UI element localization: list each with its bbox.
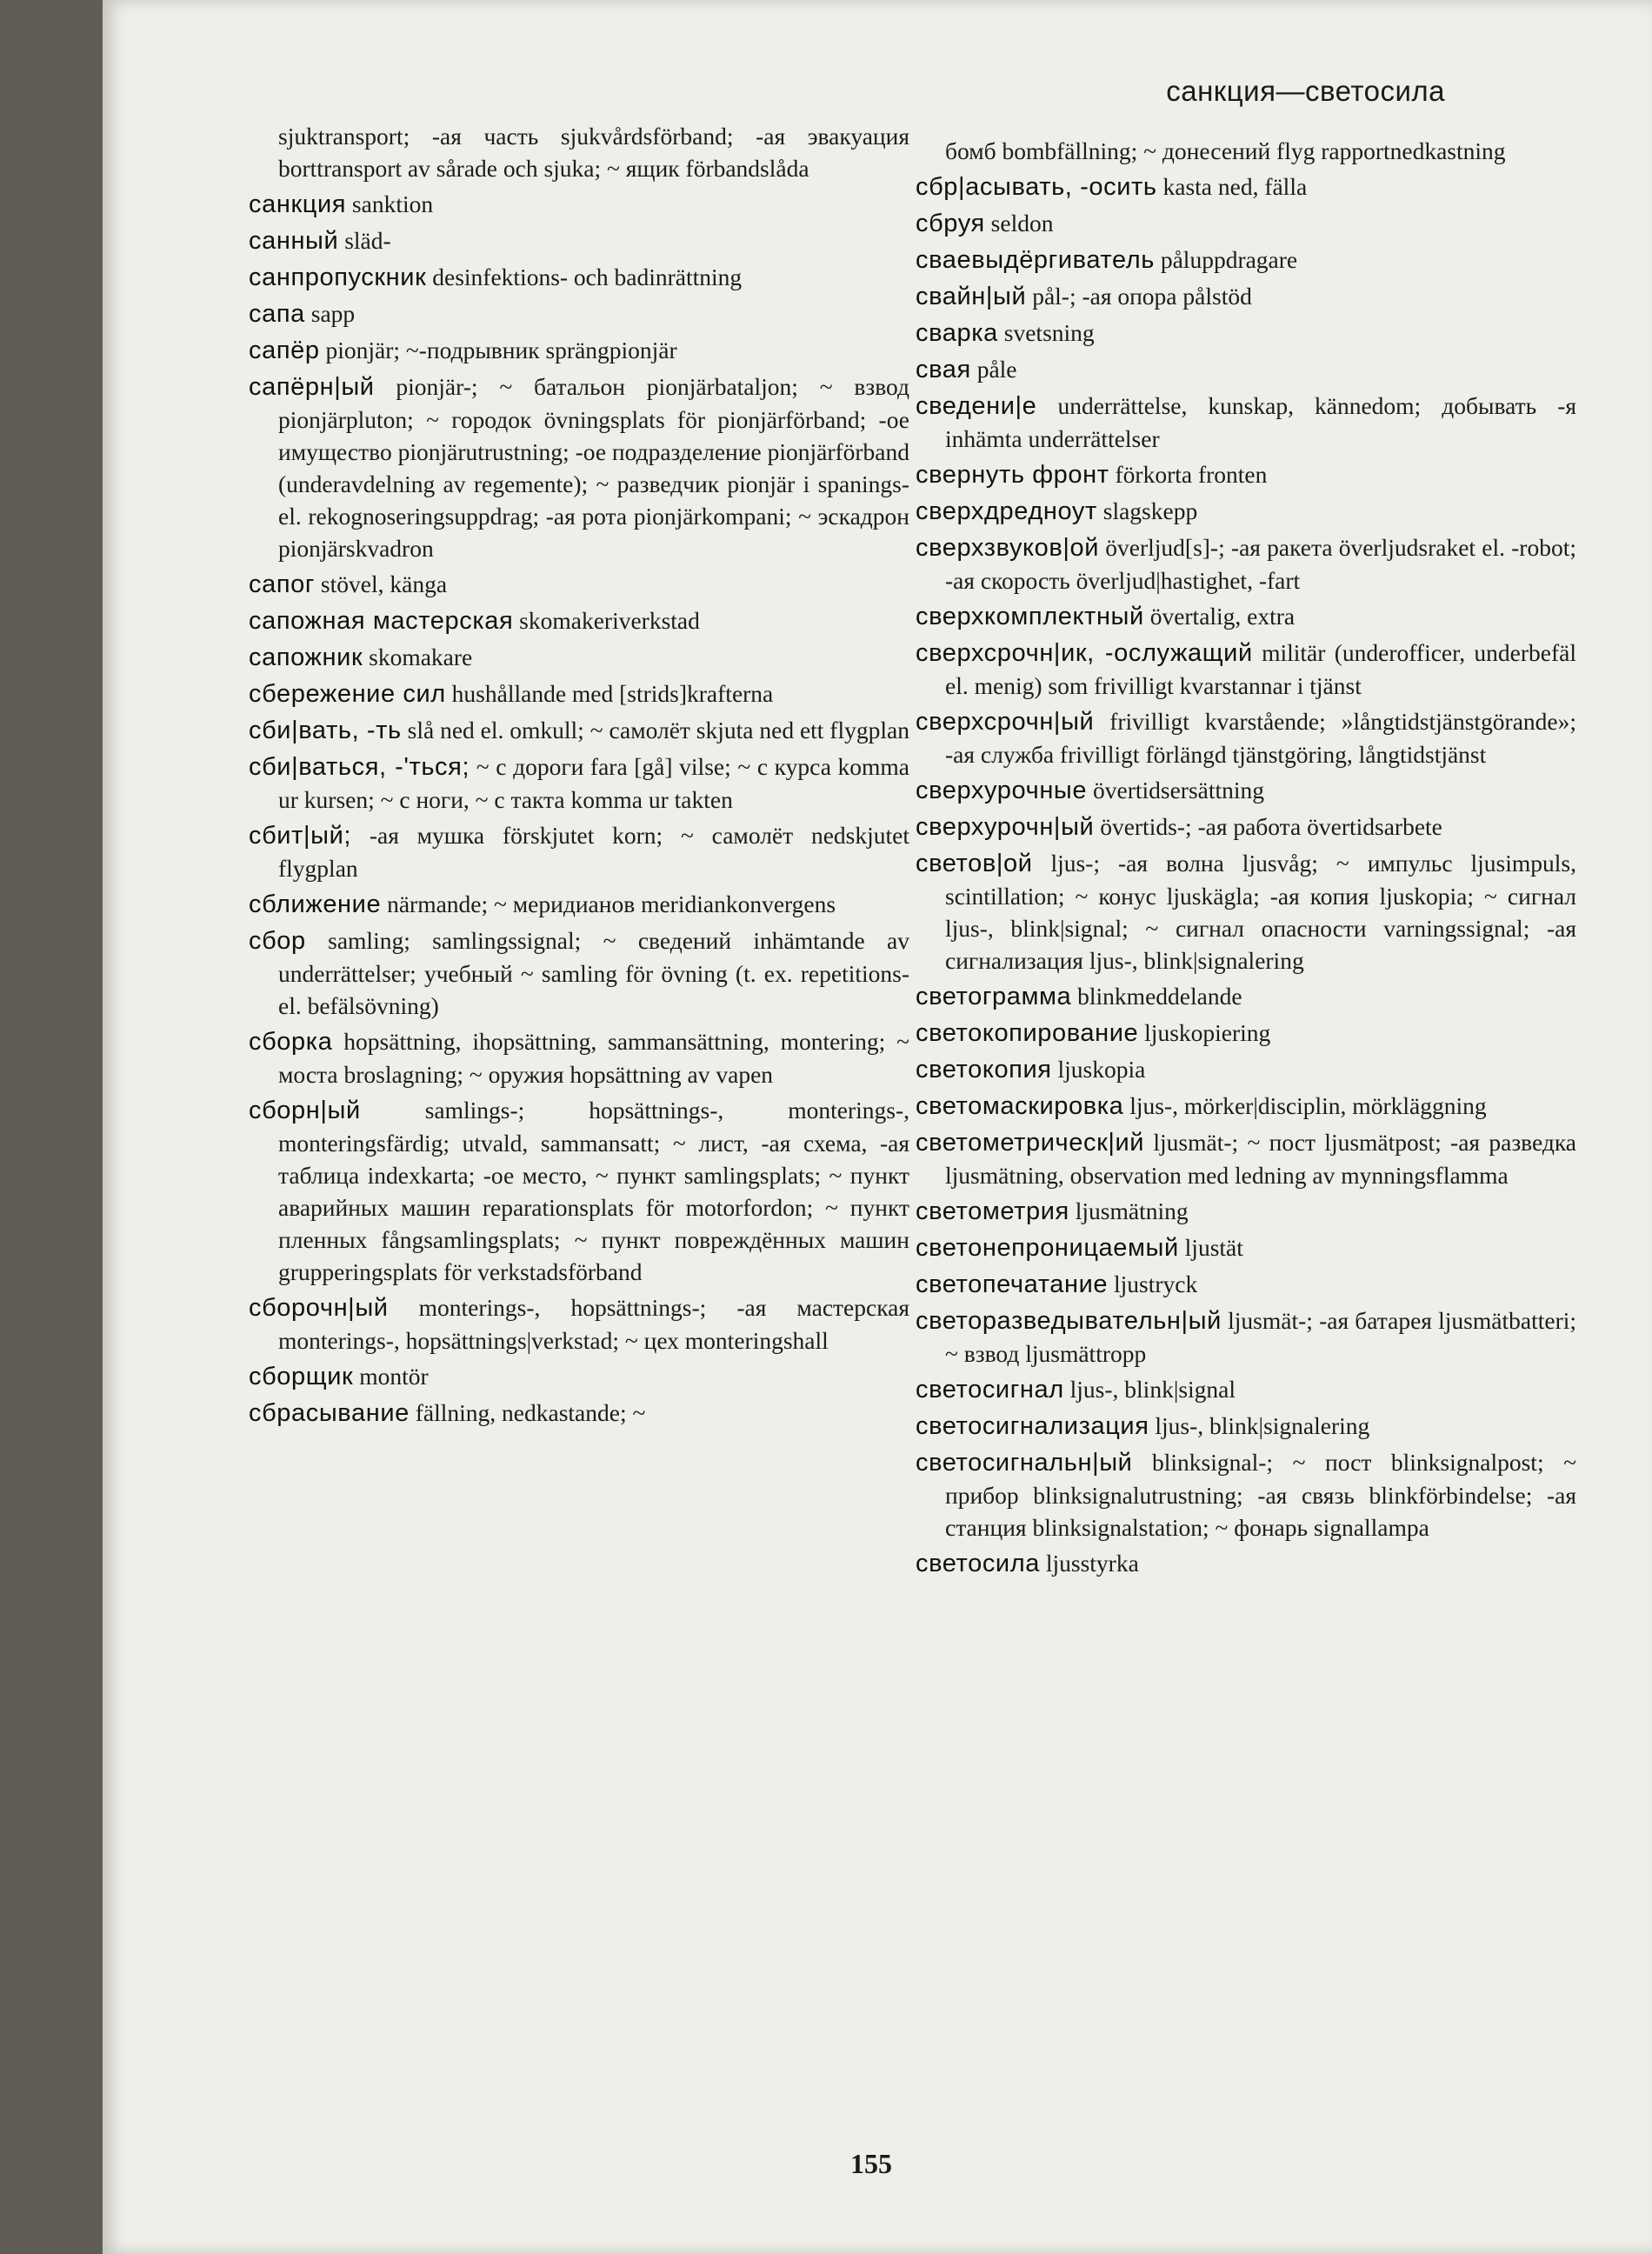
entry-headword: свернуть фронт [916,461,1109,489]
dictionary-entry [916,531,1576,597]
dictionary-entry [916,170,1576,203]
dictionary-entry [916,810,1576,844]
entry-definition: stövel, känga [320,570,448,597]
dictionary-entry [916,847,1576,977]
entry-definition: ljustryck [1114,1270,1198,1297]
entry-headword: светоразведывательн|ый [916,1307,1222,1335]
dictionary-entry [249,888,909,921]
entry-definition: hushållande med [strids]krafterna [451,680,774,707]
entry-headword: сапёрн|ый [249,373,375,401]
entry-definition: ljustät [1184,1234,1243,1261]
entry-definition: sanktion [351,190,434,217]
entry-definition: släd- [344,227,391,254]
entry-headword: сбр|асывать, -осить [916,173,1157,201]
entry-headword: сапог [249,570,316,598]
entry-headword: сверхдредноут [916,497,1097,525]
entry-definition: sjuktransport; -ая часть sjukvårdsförband; -ая эвакуация borttransport av sårade och sjuka; ~ ящик förbandslåda [278,123,909,182]
dictionary-entry [249,370,909,564]
dictionary-entry [916,980,1576,1013]
entry-headword: светограмма [916,983,1072,1010]
entry-headword: светов|ой [916,850,1033,877]
entry-headword: свая [916,356,971,383]
entry-headword: сверхурочные [916,777,1088,804]
dictionary-entry [249,1025,909,1090]
entry-definition: underrättelse, kunskap, kännedom; добывать -я inhämta underrättelser [945,392,1576,452]
entry-definition: pål-; -ая опора pålstöd [1032,283,1252,310]
entry-definition: ljus-, mörker|disciplin, mörkläggning [1129,1092,1487,1119]
dictionary-entry [916,1304,1576,1370]
entry-definition: blinksignal-; ~ пост blinksignalpost; ~ прибор blinksignalutrustning; -ая связь blinkförbindelse; -ая станция blinksignalstation; ~ фонарь signallampa [945,1449,1576,1541]
entry-headword: сверхсрочн|ый [916,708,1095,736]
dictionary-entry [916,1126,1576,1191]
entry-headword: сборн|ый [249,1097,361,1124]
dictionary-entry [916,317,1576,350]
entry-headword: сближение [249,890,382,918]
entry-headword: сверхзвуков|ой [916,534,1100,562]
entry-headword: сборка [249,1028,333,1056]
left-column [249,120,909,1433]
entry-definition: närmande; ~ меридианов meridiankonvergens [387,890,836,917]
entry-definition: samlings-; hopsättnings-, monterings-, monteringsfärdig; utvald, sammansatt; ~ лист, -ая схема, -ая таблица indexkarta; -ое место, ~ пункт samlingsplats; ~ пункт аварийных машин reparationsplats för motorfordon; ~ пункт пленных fångsamlingsplats; ~ пункт повреждённых машин grupperingsplats för verkstadsförband [278,1097,909,1285]
dictionary-entry [249,750,909,816]
entry-definition: ljus-, blink|signal [1069,1376,1236,1403]
entry-headword: сбрасывание [249,1399,410,1427]
dictionary-entry [249,1360,909,1393]
entry-definition: förkorta fronten [1115,461,1268,488]
dictionary-entry [249,1397,909,1430]
dictionary-entry [249,677,909,710]
dictionary-entry [916,1195,1576,1228]
dictionary-entry [916,135,1576,167]
entry-definition: ljus-; -ая волна ljusvåg; ~ импульс ljusimpuls, scintillation; ~ конус ljuskägla; -ая копия ljuskopia; ~ сигнал ljus-, blink|signal; ~ сигнал опасности varningssignal; -ая сигнализация ljus-, blink|signalering [945,850,1576,974]
entry-definition: fällning, nedkastande; ~ [415,1399,646,1426]
dictionary-entry [249,334,909,367]
dictionary-entry [249,224,909,257]
entry-definition: slagskepp [1102,497,1198,524]
entry-headword: светосигнальн|ый [916,1449,1133,1477]
entry-headword: сверхсрочн|ик, -ослужащий [916,639,1253,667]
entry-definition: sapp [310,300,356,327]
entry-headword: сбор [249,927,306,955]
dictionary-entry [916,207,1576,240]
entry-definition: övertidsersättning [1092,777,1265,804]
dictionary-entry [916,243,1576,277]
dictionary-page [103,0,1652,2254]
dictionary-entry [916,600,1576,633]
entry-definition: övertalig, extra [1149,603,1296,630]
dictionary-entry [916,1410,1576,1443]
entry-definition: pionjär; ~-подрывник sprängpionjär [325,337,677,363]
dictionary-entry [249,297,909,330]
running-header: санкция—светосила [1166,75,1445,107]
dictionary-entry [249,261,909,294]
dictionary-entry [249,120,909,184]
entry-headword: санпропускник [249,263,427,291]
dictionary-entry [249,714,909,747]
entry-headword: светометрия [916,1197,1069,1225]
entry-definition: ljusstyrka [1045,1550,1139,1577]
entry-headword: сбит|ый; [249,822,352,850]
dictionary-entry [916,280,1576,313]
entry-definition: desinfektions- och badinrättning [432,263,743,290]
entry-headword: светометрическ|ий [916,1129,1145,1157]
dictionary-entry [249,819,909,884]
entry-headword: сби|ваться, -'ться; [249,753,470,781]
entry-definition: ljusmät-; ~ пост ljusmätpost; -ая разведка ljusmätning, observation med ledning av mynningsflamma [945,1129,1576,1189]
entry-headword: сапа [249,300,305,328]
entry-definition: övertids-; -ая работа övertidsarbete [1100,813,1442,840]
entry-headword: сборщик [249,1363,354,1390]
entry-headword: сведени|е [916,392,1037,420]
entry-definition: skomakeriverkstad [519,607,700,634]
entry-headword: сапожник [249,644,363,671]
entry-headword: сверхкомплектный [916,603,1144,630]
entry-definition: frivilligt kvarstående; »långtidstjänstgörande»; -ая служба frivilligt förlängd tjänstgöring, långtidstjänst [945,708,1576,768]
entry-headword: сверхурочн|ый [916,813,1095,841]
dictionary-entry [916,390,1576,455]
entry-definition: ljuskopiering [1144,1019,1271,1046]
entry-headword: светокопирование [916,1019,1139,1047]
entry-headword: светосила [916,1550,1040,1577]
entry-headword: сборочн|ый [249,1294,389,1322]
entry-definition: hopsättning, ihopsättning, sammansättning, montering; ~ моста broslagning; ~ оружия hopsättning av vapen [278,1028,909,1088]
dictionary-entry [249,1291,909,1357]
entry-definition: бомб bombfällning; ~ донесений flyg rapportnedkastning [945,137,1506,164]
dictionary-entry [249,924,909,1022]
entry-headword: сапожная мастерская [249,607,514,635]
page-number: 155 [850,2148,892,2179]
dictionary-entry [916,1446,1576,1544]
entry-definition: montör [359,1363,429,1390]
entry-headword: сби|вать, -ть [249,717,402,744]
entry-definition: slå ned el. omkull; ~ самолёт skjuta ned ett flygplan [407,717,909,744]
dictionary-entry [249,1094,909,1288]
entry-headword: светосигнал [916,1376,1064,1404]
entry-definition: påle [976,356,1017,383]
entry-definition: ljusmätning [1075,1197,1189,1224]
entry-definition: samling; samlingssignal; ~ сведений inhämtande av underrättelser; учебный ~ samling för övning (t. ex. repetitions- el. befälsövning) [278,927,910,1019]
dictionary-entry [249,188,909,221]
entry-headword: светопечатание [916,1270,1109,1298]
dictionary-entry [916,1017,1576,1050]
dictionary-entry [249,641,909,674]
right-column [916,135,1576,1584]
entry-definition: monterings-, hopsättnings-; -ая мастерская monterings-, hopsättnings|verkstad; ~ цех monteringshall [278,1294,910,1354]
entry-headword: санкция [249,190,347,218]
entry-headword: светокопия [916,1056,1052,1084]
entry-definition: militär (underofficer, underbefäl el. menig) som frivilligt kvarstannar i tjänst [945,639,1576,699]
entry-definition: svetsning [1003,319,1095,346]
entry-headword: сапёр [249,337,320,364]
dictionary-entry [916,353,1576,386]
entry-definition: blinkmeddelande [1077,983,1242,1010]
dictionary-entry [916,774,1576,807]
entry-headword: светосигнализация [916,1412,1149,1440]
dictionary-entry [916,1231,1576,1264]
entry-definition: kasta ned, fälla [1162,173,1308,200]
dictionary-entry [916,1053,1576,1086]
entry-headword: сбережение сил [249,680,446,708]
dictionary-entry [916,1547,1576,1580]
dictionary-entry [916,1268,1576,1301]
entry-definition: ljusmät-; -ая батарея ljusmätbatteri; ~ взвод ljusmättropp [945,1307,1577,1367]
entry-headword: свайн|ый [916,283,1027,310]
dictionary-entry [916,705,1576,770]
entry-definition: ljus-, blink|signalering [1155,1412,1370,1439]
dictionary-entry [249,604,909,637]
entry-definition: överljud[s]-; -ая ракета överljudsraket el. -robot; -ая скорость överljud|hastighet, -fart [945,534,1576,594]
entry-headword: санный [249,227,339,255]
entry-headword: сваевыдёргиватель [916,246,1155,274]
entry-definition: -ая мушка förskjutet korn; ~ самолёт nedskjutet flygplan [278,822,909,882]
entry-headword: сварка [916,319,998,347]
dictionary-entry [916,495,1576,528]
entry-definition: seldon [990,210,1054,237]
entry-headword: светомаскировка [916,1092,1124,1120]
entry-definition: påluppdragare [1160,246,1298,273]
entry-definition: ~ с дороги fara [gå] vilse; ~ с курса komma ur kursen; ~ с ноги, ~ с такта komma ur takten [278,753,910,813]
entry-headword: сбруя [916,210,985,237]
dictionary-entry [916,1373,1576,1406]
dictionary-entry [916,458,1576,491]
entry-definition: pionjär-; ~ батальон pionjärbataljon; ~ взвод pionjärpluton; ~ городок övningsplats för pionjärförband; -ое имущество pionjärutrustning; -ое подразделение pionjärförband (underavdelning av regemente); ~ разведчик pionjär i spanings- el. rekognoseringsuppdrag; -ая рота pionjärkompani; ~ эскадрон pionjärskvadron [278,373,909,562]
entry-definition: ljuskopia [1057,1056,1146,1083]
dictionary-entry [249,568,909,601]
dictionary-entry [916,637,1576,702]
dictionary-entry [916,1090,1576,1123]
entry-headword: светонепроницаемый [916,1234,1179,1262]
entry-definition: skomakare [369,644,473,670]
